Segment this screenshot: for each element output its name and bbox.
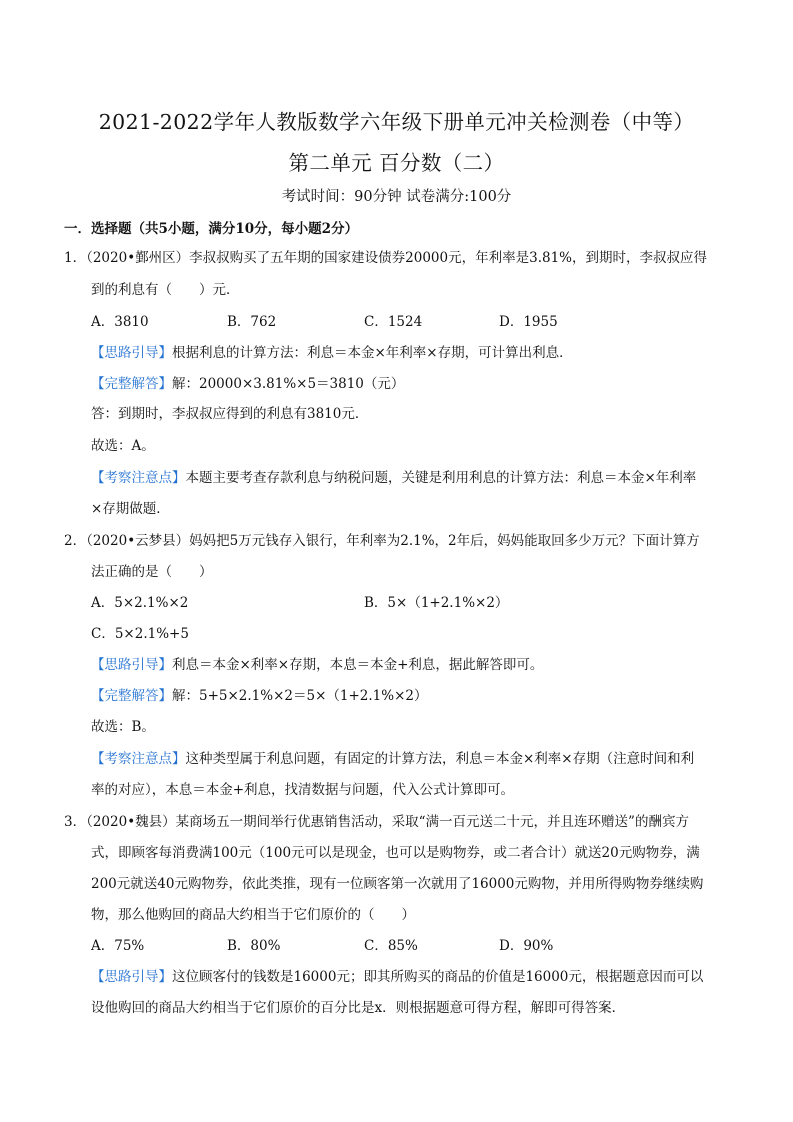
q3-stem-line2: 式，即顾客每消费满100元（100元可以是现金，也可以是购物券，或二者合计）就送20元购物券，满: [91, 845, 700, 861]
q1-option-c: C．1524: [364, 314, 423, 330]
q2-analysis: [91, 656, 543, 674]
q1-option-d: D．1955: [499, 314, 558, 330]
q2-notes: [91, 750, 694, 768]
q3-stem-line3: 200元就送40元购物券，依此类推，现有一位顾客第一次就用了16000元购物，并用所得购物券继续购: [91, 876, 704, 892]
exam-title: 2021-2022学年人教版数学六年级下册单元冲关检测卷（中等）: [98, 110, 695, 134]
q3-analysis-line2: 设他购回的商品大约相当于它们原价的百分比是x．则根据题意可得方程，解即可得答案．: [91, 1000, 626, 1016]
q1-stem-line2: 到的利息有（ ）元．: [91, 282, 240, 298]
q1-notes-text: 本题主要考查存款利息与纳税问题，关键是利用利息的计算方法：利息＝本金×年利率: [185, 470, 697, 486]
q3-option-b: B．80%: [227, 938, 281, 954]
q1-option-a: A．3810: [91, 314, 149, 330]
q2-option-c: C．5×2.1%+5: [91, 626, 189, 642]
q1-analysis: [91, 344, 573, 362]
q3-option-c: C．85%: [364, 938, 418, 954]
q2-choice: 故选：B。: [91, 719, 155, 735]
unit-subtitle: 第二单元 百分数（二）: [288, 151, 505, 175]
analysis-tag: 【思路引导】: [91, 657, 172, 673]
q3-analysis: [91, 968, 703, 986]
q1-option-b: B．762: [227, 314, 277, 330]
q3-stem-line1: 3．（2020•魏县）某商场五一期间举行优惠销售活动，采取“满一百元送二十元，并且连环赠送”的酬宾方: [64, 814, 689, 830]
q1-analysis-text: 根据利息的计算方法：利息＝本金×年利率×存期，可计算出利息．: [172, 345, 573, 361]
q3-analysis-text: 这位顾客付的钱数是16000元；即其所购买的商品的价值是16000元，根据题意因而可以: [172, 969, 704, 985]
exam-meta: 考试时间：90分钟 试卷满分:100分: [281, 189, 512, 205]
q2-notes-line2: 率的对应），本息＝本金+利息，找清数据与问题，代入公式计算即可。: [91, 782, 515, 798]
q1-reply: 答：到期时，李叔叔应得到的利息有3810元．: [91, 406, 369, 422]
analysis-tag: 【思路引导】: [91, 345, 172, 361]
answer-tag: 【完整解答】: [91, 376, 172, 392]
answer-tag: 【完整解答】: [91, 688, 172, 704]
q2-notes-text: 这种类型属于利息问题，有固定的计算方法，利息＝本金×利率×存期（注意时间和利: [185, 751, 695, 767]
q1-notes: [91, 469, 696, 487]
q2-option-a: A．5×2.1%×2: [91, 595, 189, 611]
notes-tag: 【考察注意点】: [91, 751, 186, 767]
q2-analysis-text: 利息＝本金×利率×存期，本息＝本金+利息，据此解答即可。: [172, 657, 544, 673]
q3-option-d: D．90%: [499, 938, 554, 954]
q2-answer: [91, 687, 428, 705]
analysis-tag: 【思路引导】: [91, 969, 172, 985]
q1-stem-line1: 1．（2020•鄞州区）李叔叔购买了五年期的国家建设债券20000元，年利率是3.81%，到期时，李叔叔应得: [64, 250, 707, 266]
q2-answer-text: 解：5+5×2.1%×2＝5×（1+2.1%×2）: [172, 688, 428, 704]
q2-option-b: B．5×（1+2.1%×2）: [364, 595, 509, 611]
q2-stem-line2: 法正确的是（ ）: [91, 564, 213, 580]
section-heading: 一．选择题（共5小题，满分10分，每小题2分）: [64, 221, 359, 237]
q1-notes-line2: ×存期做题．: [91, 501, 170, 517]
q1-answer-text: 解：20000×3.81%×5＝3810（元）: [172, 376, 405, 392]
q3-stem-line4: 物，那么他购回的商品大约相当于它们原价的（ ）: [91, 907, 415, 923]
q2-stem-line1: 2．（2020•云梦县）妈妈把5万元钱存入银行，年利率为2.1%，2年后，妈妈能取回多少万元？下面计算方: [64, 533, 700, 549]
q1-answer: [91, 375, 404, 393]
notes-tag: 【考察注意点】: [91, 470, 186, 486]
q3-option-a: A．75%: [91, 938, 145, 954]
q1-choice: 故选：A。: [91, 438, 155, 454]
